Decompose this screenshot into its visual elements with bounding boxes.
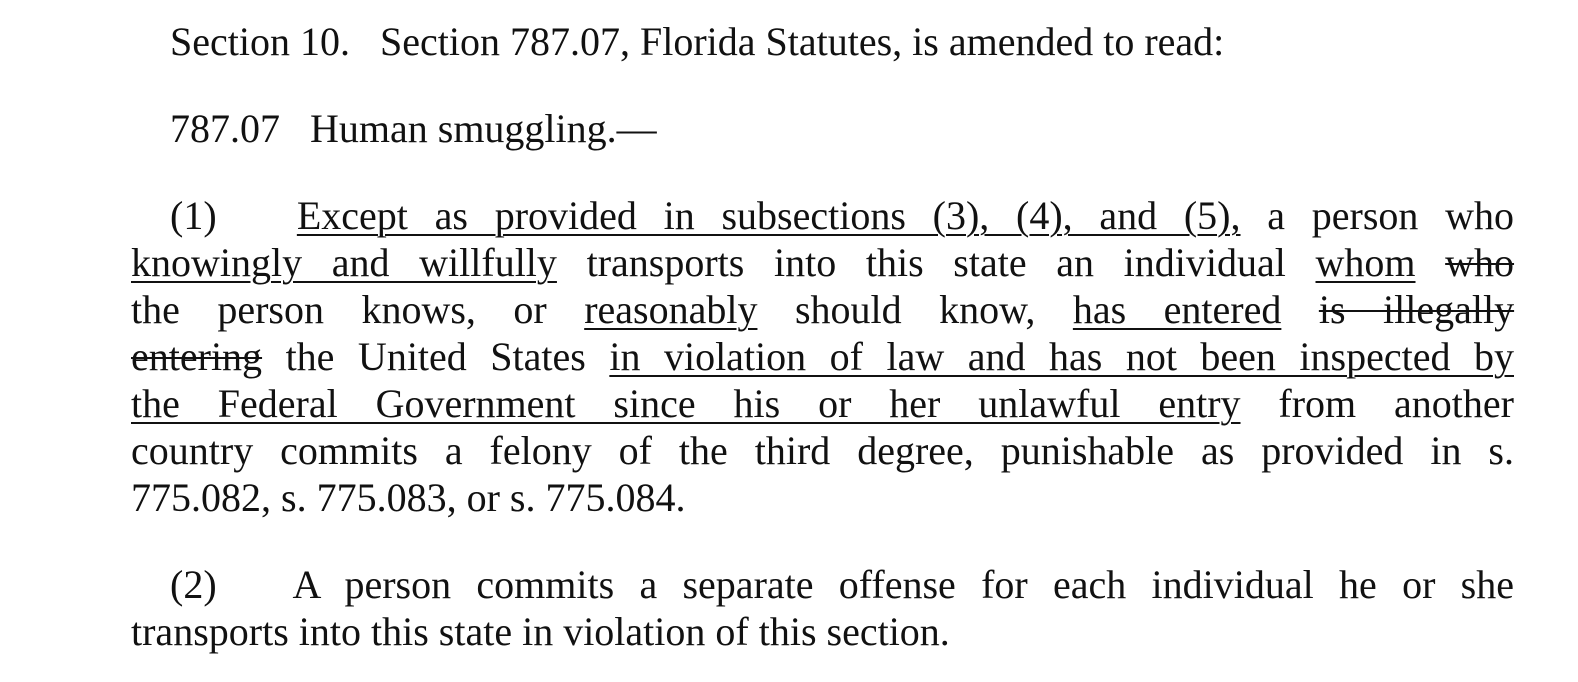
subsection-1	[131, 192, 1514, 521]
inserted-text: Except as provided in subsections (3), (4), and (5),	[296, 193, 1241, 238]
deleted-text: who	[1445, 240, 1515, 285]
statute-number: 787.07	[170, 106, 280, 151]
inserted-text: knowingly and willfully	[131, 240, 557, 285]
inserted-text: in violation of law and has not been inspected by	[609, 334, 1514, 379]
subsection-1-label: (1)	[170, 193, 217, 238]
subsection-2-line-1	[131, 561, 1514, 608]
plain-text: from another	[1278, 381, 1514, 426]
section-number: Section 10.	[170, 19, 350, 64]
subsection-2	[131, 561, 1514, 655]
plain-text: a person who	[1267, 193, 1514, 238]
section-heading	[131, 18, 1514, 65]
plain-text: the person knows, or	[131, 287, 547, 332]
plain-text: A person commits a separate offense for each individual he or she	[292, 562, 1515, 607]
inserted-text: whom	[1315, 240, 1416, 285]
subsection-1-line-6	[131, 427, 1514, 474]
plain-text: 775.082, s. 775.083, or s. 775.084.	[131, 475, 686, 520]
plain-text: the United States	[285, 334, 586, 379]
plain-text: country commits a felony of the third degree, punishable as provided in s.	[131, 428, 1514, 473]
plain-text: transports into this state an individual	[586, 240, 1286, 285]
subsection-1-line-1	[131, 192, 1514, 239]
subsection-1-line-5	[131, 380, 1514, 427]
bill-document	[131, 18, 1514, 655]
subsection-2-line-2	[131, 608, 1514, 655]
subsection-1-line-4	[131, 333, 1514, 380]
subsection-1-line-2	[131, 239, 1514, 286]
inserted-text: has entered	[1072, 287, 1282, 332]
plain-text: should know,	[794, 287, 1036, 332]
inserted-text: the Federal Government since his or her unlawful entry	[131, 381, 1241, 426]
deleted-text: is illegally	[1318, 287, 1515, 332]
statute-title: Human smuggling.—	[310, 106, 657, 151]
subsection-1-line-7	[131, 474, 1514, 521]
inserted-text: reasonably	[584, 287, 758, 332]
deleted-text: entering	[131, 334, 263, 379]
subsection-1-line-3	[131, 286, 1514, 333]
section-heading-text: Section 787.07, Florida Statutes, is amended to read:	[379, 19, 1225, 64]
plain-text: transports into this state in violation of this section.	[131, 609, 950, 654]
statute-heading	[131, 105, 1514, 152]
subsection-2-label: (2)	[170, 562, 217, 607]
